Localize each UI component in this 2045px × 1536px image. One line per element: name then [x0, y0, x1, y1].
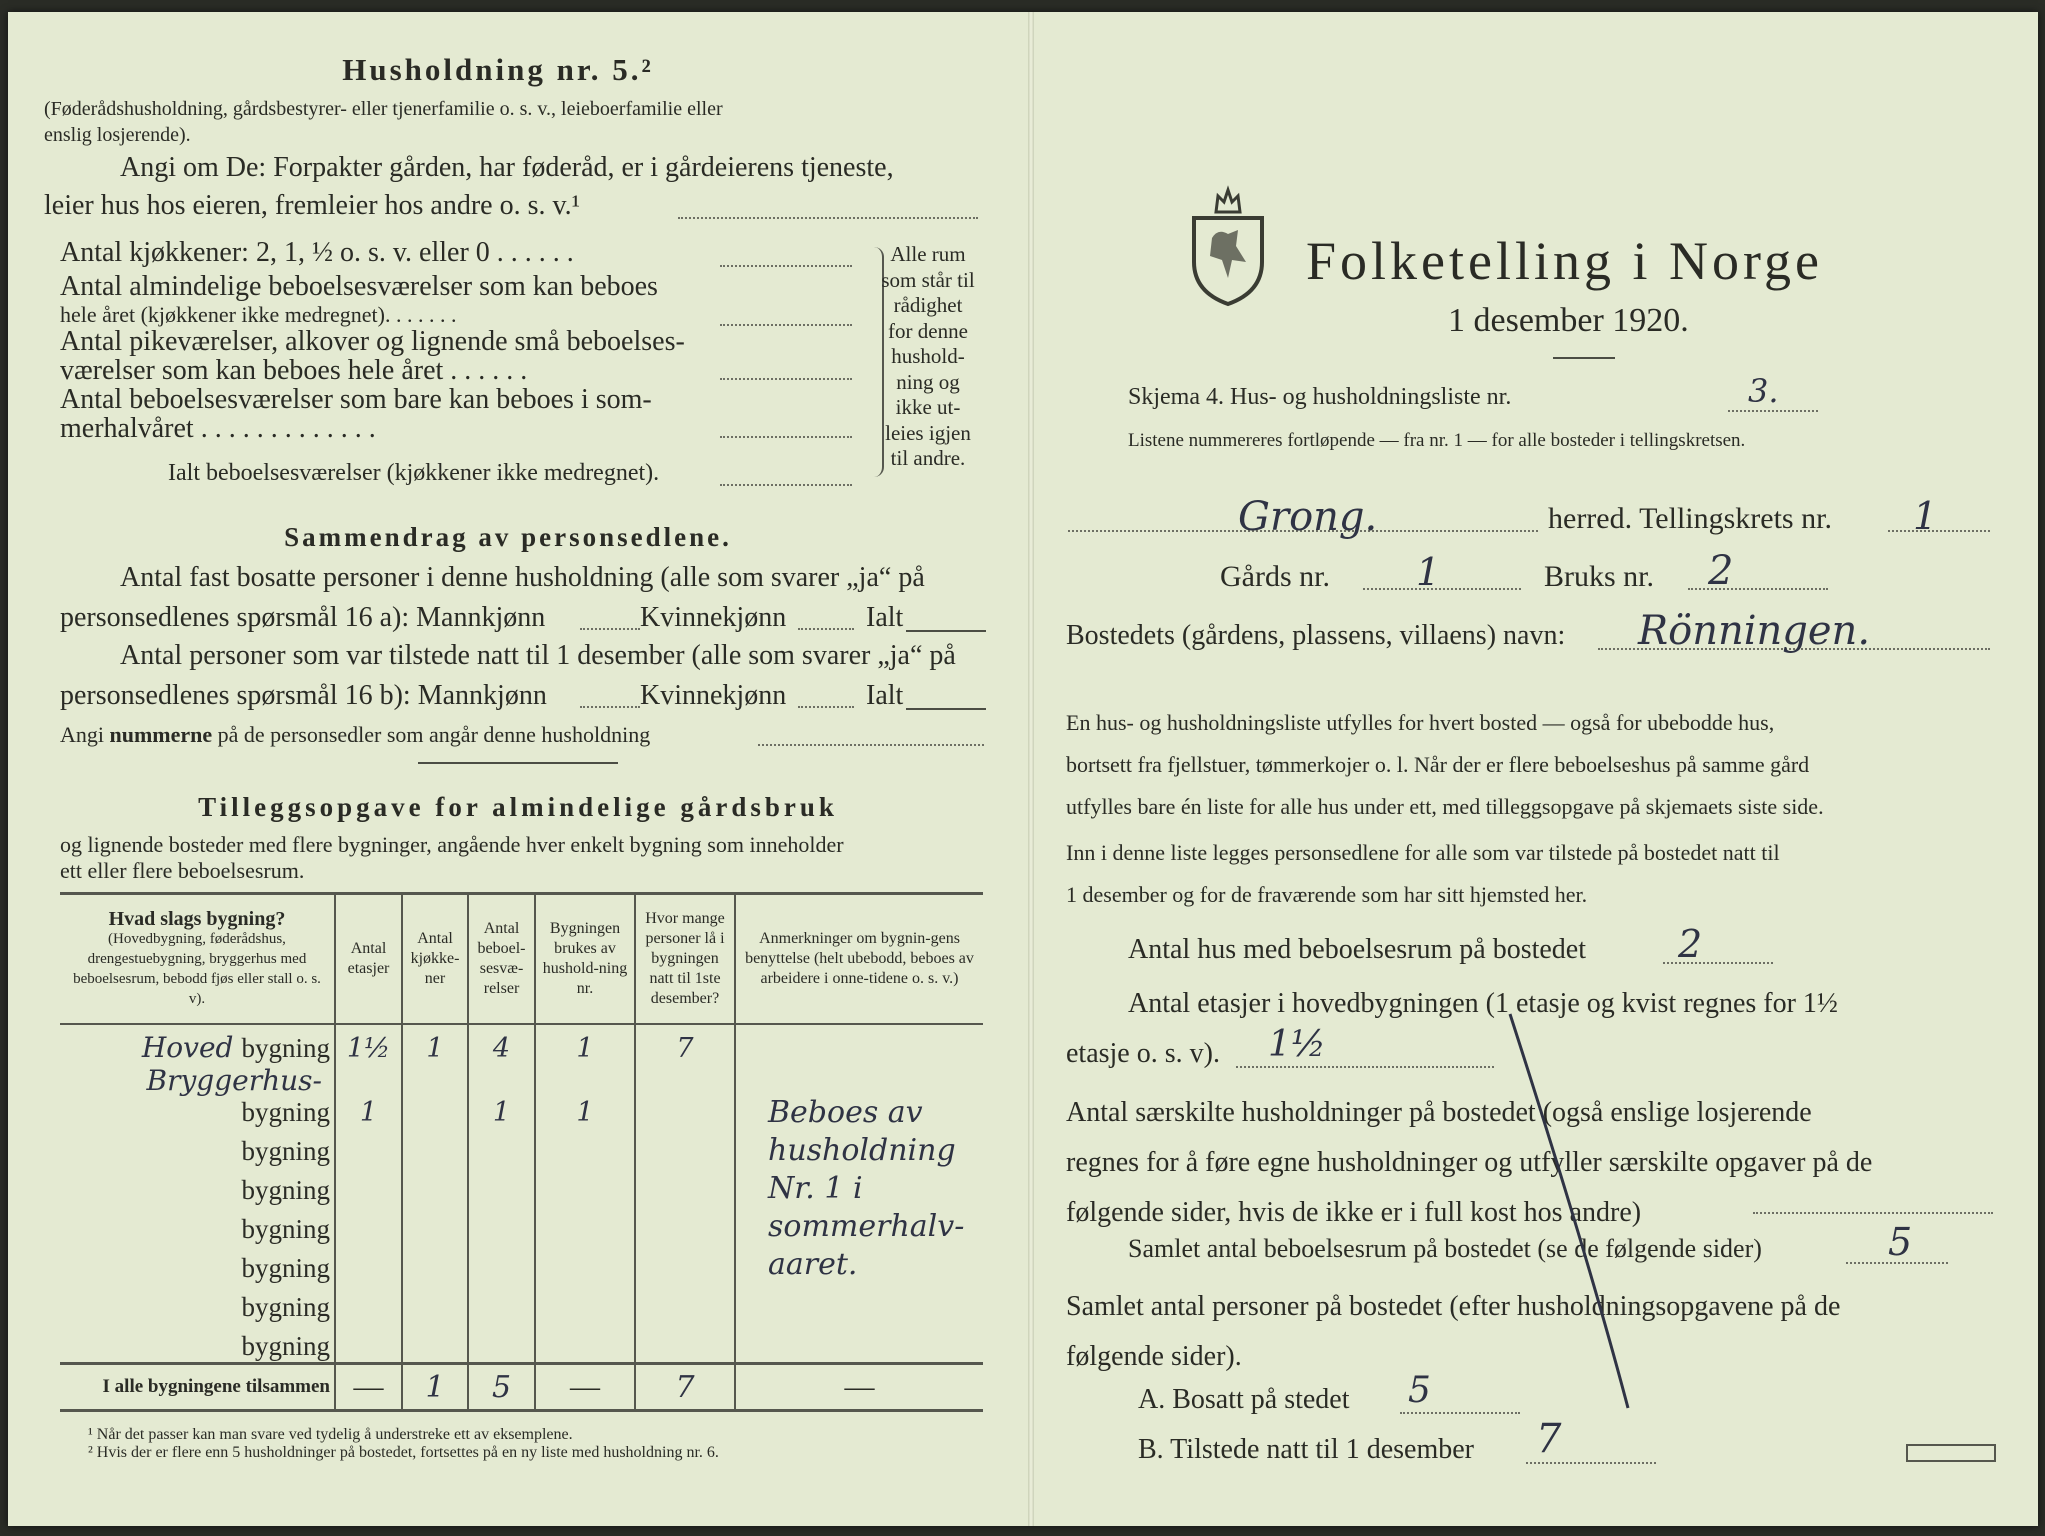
cell-etasjer: 1½ [335, 1024, 402, 1064]
q2-label-b: etasje o. s. v). [1066, 1038, 1220, 1069]
para2-line-0: Inn i denne liste legges personsedlene for alle som var tilstede på bostedet natt til [1066, 840, 1780, 865]
summary-p1b-c: Ialt [866, 602, 904, 633]
cell-pers [635, 1167, 735, 1206]
household-paren2: enslig losjerende). [44, 124, 191, 146]
remark-line-1: husholdning [768, 1133, 956, 1168]
a-label: A. Bosatt på stedet [1138, 1384, 1350, 1415]
summary-p2b-a: personsedlenes spørsmål 16 b): Mannkjønn [60, 680, 547, 711]
rooms-small-a: Antal pikeværelser, alkover og lignende små beboelses- [60, 326, 685, 357]
building-label: bygning [241, 1136, 330, 1166]
herred-value: Grong. [1238, 494, 1378, 540]
gards-value: 1 [1416, 550, 1441, 594]
q4-value: 5 [1888, 1220, 1913, 1264]
rooms-brace-note [878, 242, 978, 472]
rooms-summer-a: Antal beboelsesværelser som bare kan beboes i som- [60, 384, 652, 415]
cell-rum: 1 [468, 1064, 535, 1128]
cell-hush [535, 1128, 635, 1167]
cell-kjokken [402, 1167, 468, 1206]
summary-p2a: Antal personer som var tilstede natt til 1 desember (alle som svarer „ja“ på [120, 640, 956, 671]
instructions-para-2 [1066, 832, 1991, 916]
table-header-1: Antal etasjer [335, 894, 402, 1025]
cell-anm [735, 1284, 983, 1323]
cell-pers [635, 1206, 735, 1245]
building-name-cell [60, 1024, 335, 1064]
angi-answer-line [678, 217, 978, 219]
q5-line-text-0: Samlet antal personer på bostedet (efter husholdningsopgavene på de [1066, 1291, 1841, 1322]
summary-p1a: Antal fast bosatte personer i denne husholdning (alle som svarer „ja“ på [120, 562, 925, 593]
cell-etasjer [335, 1167, 402, 1206]
summary-line-4 [580, 706, 640, 708]
printer-stamp [1906, 1444, 1996, 1462]
cell-etasjer [335, 1245, 402, 1284]
skjema-label: Skjema 4. Hus- og husholdningsliste nr. [1128, 384, 1512, 410]
cell-hush [535, 1323, 635, 1364]
q2-label-a: Antal etasjer i hovedbygningen (1 etasje og kvist regnes for 1½ [1128, 988, 1838, 1019]
angi-bold: nummerne [109, 722, 213, 747]
page-fold [1028, 12, 1034, 1526]
cell-hush [535, 1284, 635, 1323]
skjema-line [1728, 410, 1818, 412]
krets-value: 1 [1913, 494, 1938, 538]
cell-kjokken [402, 1323, 468, 1364]
table-total-row [60, 1364, 983, 1411]
rooms-line-3 [720, 378, 852, 380]
summary-line-5 [798, 706, 854, 708]
table-row [60, 1284, 983, 1323]
bosted-label: Bostedets (gårdens, plassens, villaens) navn: [1066, 620, 1566, 651]
brace-note-line-1: som står til [881, 267, 975, 292]
cell-kjokken [402, 1245, 468, 1284]
summary-p1b-a: personsedlenes spørsmål 16 a): Mannkjønn [60, 602, 546, 633]
brace-note-line-7: leies igjen [885, 420, 971, 445]
remark-line-2: Nr. 1 i [768, 1171, 863, 1206]
listene-note: Listene nummereres fortløpende — fra nr. 1 — for alle bosteder i tellingskretsen. [1128, 430, 1746, 451]
cell-rum [468, 1245, 535, 1284]
building-name-cell [60, 1245, 335, 1284]
rooms-kitchens: Antal kjøkkener: 2, 1, ½ o. s. v. eller 0 . . . . . . [60, 237, 574, 268]
building-name-cell [60, 1167, 335, 1206]
tillegg-sub2: ett eller flere beboelsesrum. [60, 858, 305, 883]
instructions-para-1 [1066, 702, 1991, 828]
summary-line-6 [906, 708, 986, 710]
b-value: 7 [1536, 1416, 1562, 1462]
q3-line-text-2: følgende sider, hvis de ikke er i full kost hos andre) [1066, 1197, 1642, 1228]
building-name-cell [60, 1284, 335, 1323]
rooms-total: Ialt beboelsesværelser (kjøkkener ikke medregnet). [168, 460, 660, 486]
table-header-title: Hvad slags bygning? [108, 908, 286, 930]
total-rum: 5 [468, 1364, 535, 1411]
pen-stroke-mark [1508, 1012, 1638, 1412]
skjema-value: 3. [1748, 372, 1779, 410]
q3-line-text-0: Antal særskilte husholdninger på bostedet (også enslige losjerende [1066, 1097, 1812, 1128]
cell-pers [635, 1323, 735, 1364]
q3-line-text-1: regnes for å føre egne husholdninger og utfyller særskilte opgaver på de [1066, 1147, 1873, 1178]
table-header-6: Anmerkninger om bygnin-gens benyttelse (helt ubebodd, beboes av arbeidere i onne-tidene o. s. v.) [735, 894, 983, 1025]
q3-line [1753, 1212, 1993, 1214]
rooms-small-b: værelser som kan beboes hele året . . . . . . [60, 355, 528, 386]
summary-line-2 [798, 628, 854, 630]
table-header-4: Bygningen brukes av hushold-ning nr. [535, 894, 635, 1025]
brace-note-line-4: hushold- [891, 344, 965, 368]
para1-line-2: utfylles bare én liste for alle hus under ett, med tilleggsopgave på skjemaets siste side. [1066, 794, 1824, 819]
cell-pers: 7 [635, 1024, 735, 1064]
coat-of-arms-icon [1188, 182, 1268, 308]
rooms-summer-b: merhalvåret . . . . . . . . . . . . . [60, 413, 376, 444]
q1-label: Antal hus med beboelsesrum på bostedet [1128, 934, 1587, 965]
census-form [8, 12, 2038, 1526]
table-header-0 [60, 894, 335, 1025]
cell-anm [735, 1024, 983, 1064]
tillegg-sub1: og lignende bosteder med flere bygninger, angående hver enkelt bygning som inneholder [60, 832, 844, 857]
summary-p2b-b: Kvinnekjønn [640, 680, 787, 711]
bosted-value: Rönningen. [1638, 608, 1871, 654]
brace-note-line-0: Alle rum [890, 242, 966, 266]
cell-hush: 1 [535, 1064, 635, 1128]
b-line [1526, 1462, 1656, 1464]
table-row [60, 1024, 983, 1064]
gards-label: Gårds nr. [1220, 560, 1330, 593]
building-label: bygning [241, 1175, 330, 1205]
building-name: Bryggerhus- [146, 1064, 322, 1097]
table-header-row [60, 894, 983, 1025]
cell-hush [535, 1245, 635, 1284]
rooms-line-5 [720, 484, 852, 486]
remark-line-0: Beboes av [768, 1095, 923, 1130]
cell-rum [468, 1284, 535, 1323]
remark-handwritten [768, 1094, 964, 1284]
summary-angi [60, 722, 650, 748]
cell-rum [468, 1128, 535, 1167]
tillegg-heading: Tilleggsopgave for almindelige gårdsbruk [198, 792, 838, 822]
summary-p1b-b: Kvinnekjønn [640, 602, 787, 633]
cell-etasjer [335, 1128, 402, 1167]
brace-note-line-5: ning og [896, 369, 960, 394]
bruks-value: 2 [1708, 548, 1734, 594]
building-label: bygning [241, 1214, 330, 1244]
cell-etasjer [335, 1323, 402, 1364]
building-name-cell [60, 1064, 335, 1128]
q1-value: 2 [1678, 922, 1703, 966]
table-header-sub: (Hovedbygning, føderådshus, drengestuebygning, bryggerhus med beboelsesrum, bebodd fjøs eller stall o. s. v). [73, 931, 321, 1007]
cell-kjokken [402, 1206, 468, 1245]
building-label: bygning [241, 1097, 330, 1127]
brace-note-line-2: rådighet [893, 293, 963, 317]
total-kjokken: 1 [402, 1364, 468, 1411]
angi-line-2: leier hus hos eieren, fremleier hos andre o. s. v.¹ [44, 190, 581, 221]
table-header-5: Hvor mange personer lå i bygningen natt til 1ste desember? [635, 894, 735, 1025]
household-paren: (Føderådshusholdning, gårdsbestyrer- eller tjenerfamilie o. s. v., leieboerfamilie eller [44, 98, 723, 120]
cell-pers [635, 1128, 735, 1167]
table-row [60, 1323, 983, 1364]
cell-rum [468, 1323, 535, 1364]
building-name-cell [60, 1323, 335, 1364]
gards-line [1363, 588, 1521, 590]
rooms-ordinary-b: hele året (kjøkkener ikke medregnet). . . . . . . [60, 302, 457, 327]
table-header-2: Antal kjøkke-ner [402, 894, 468, 1025]
herred-label: herred. Tellingskrets nr. [1548, 502, 1832, 535]
census-title: Folketelling i Norge [1306, 231, 1823, 291]
q5-line-text-1: følgende sider). [1066, 1341, 1242, 1372]
building-label: bygning [241, 1331, 330, 1361]
q2-value: 1½ [1268, 1024, 1326, 1065]
footnote-1: ¹ Når det passer kan man svare ved tydelig å understreke ett av eksemplene. [88, 1426, 573, 1443]
separator [418, 762, 618, 764]
b-label: B. Tilstede natt til 1 desember [1138, 1434, 1474, 1465]
cell-hush: 1 [535, 1024, 635, 1064]
cell-hush [535, 1206, 635, 1245]
angi-line-1: Angi om De: Forpakter gården, har føderåd, er i gårdeierens tjeneste, [120, 152, 894, 183]
total-label: I alle bygningene tilsammen [60, 1364, 335, 1411]
total-etasjer: — [335, 1364, 402, 1411]
cell-etasjer [335, 1284, 402, 1323]
q4-label: Samlet antal beboelsesrum på bostedet (se de følgende sider) [1128, 1234, 1762, 1263]
brace-note-line-8: til andre. [890, 446, 966, 470]
building-name: Hoved [141, 1031, 234, 1064]
para1-line-0: En hus- og husholdningsliste utfylles for hvert bosted — også for ubebodde hus, [1066, 710, 1775, 735]
a-line [1400, 1412, 1520, 1414]
total-hush: — [535, 1364, 635, 1411]
cell-rum: 4 [468, 1024, 535, 1064]
remark-line-4: aaret. [768, 1247, 858, 1282]
cell-kjokken [402, 1284, 468, 1323]
cell-kjokken [402, 1064, 468, 1128]
cell-hush [535, 1167, 635, 1206]
table-header-3: Antal beboel-sesvæ-relser [468, 894, 535, 1025]
para1-line-1: bortsett fra fjellstuer, tømmerkojer o. l. Når der er flere beboelseshus på samme gård [1066, 752, 1810, 777]
title-rule [1553, 357, 1615, 359]
summary-line-1 [580, 628, 640, 630]
building-label: bygning [241, 1292, 330, 1322]
summary-p2b-c: Ialt [866, 680, 904, 711]
rooms-line-1 [720, 265, 852, 267]
brace-note-line-3: for denne [888, 318, 968, 343]
cell-pers [635, 1064, 735, 1128]
cell-rum [468, 1206, 535, 1245]
a-value: 5 [1408, 1370, 1431, 1411]
cell-pers [635, 1284, 735, 1323]
cell-anm [735, 1323, 983, 1364]
cell-rum [468, 1167, 535, 1206]
cell-etasjer: 1 [335, 1064, 402, 1128]
krets-line [1888, 530, 1990, 532]
building-label: bygning [241, 1253, 330, 1283]
rooms-ordinary-a: Antal almindelige beboelsesværelser som kan beboes [60, 271, 658, 302]
total-anm: — [735, 1364, 983, 1411]
para2-line-1: 1 desember og for de fraværende som har sitt hjemsted her. [1066, 882, 1588, 907]
bruks-label: Bruks nr. [1544, 560, 1655, 593]
cell-kjokken: 1 [402, 1024, 468, 1064]
brace-note-line-6: ikke ut- [895, 395, 961, 419]
angi-rest: på de personsedler som angår denne husholdning [217, 722, 651, 747]
summary-heading: Sammendrag av personsedlene. [284, 522, 732, 552]
building-name-cell [60, 1128, 335, 1167]
cell-etasjer [335, 1206, 402, 1245]
angi-line [758, 744, 984, 746]
total-pers: 7 [635, 1364, 735, 1411]
rooms-line-2 [720, 324, 852, 326]
footnote-2: ² Hvis der er flere enn 5 husholdninger på bostedet, fortsettes på en ny liste med husholdning nr. 6. [88, 1444, 719, 1461]
building-label: bygning [241, 1033, 330, 1063]
census-date: 1 desember 1920. [1448, 302, 1689, 339]
building-name-cell [60, 1206, 335, 1245]
household-title: Husholdning nr. 5.² [342, 52, 654, 87]
cell-pers [635, 1245, 735, 1284]
cell-kjokken [402, 1128, 468, 1167]
summary-line-3 [906, 630, 986, 632]
angi-word: Angi [60, 722, 104, 747]
q2-line [1236, 1066, 1494, 1068]
remark-line-3: sommerhalv- [768, 1209, 965, 1244]
rooms-line-4 [720, 436, 852, 438]
